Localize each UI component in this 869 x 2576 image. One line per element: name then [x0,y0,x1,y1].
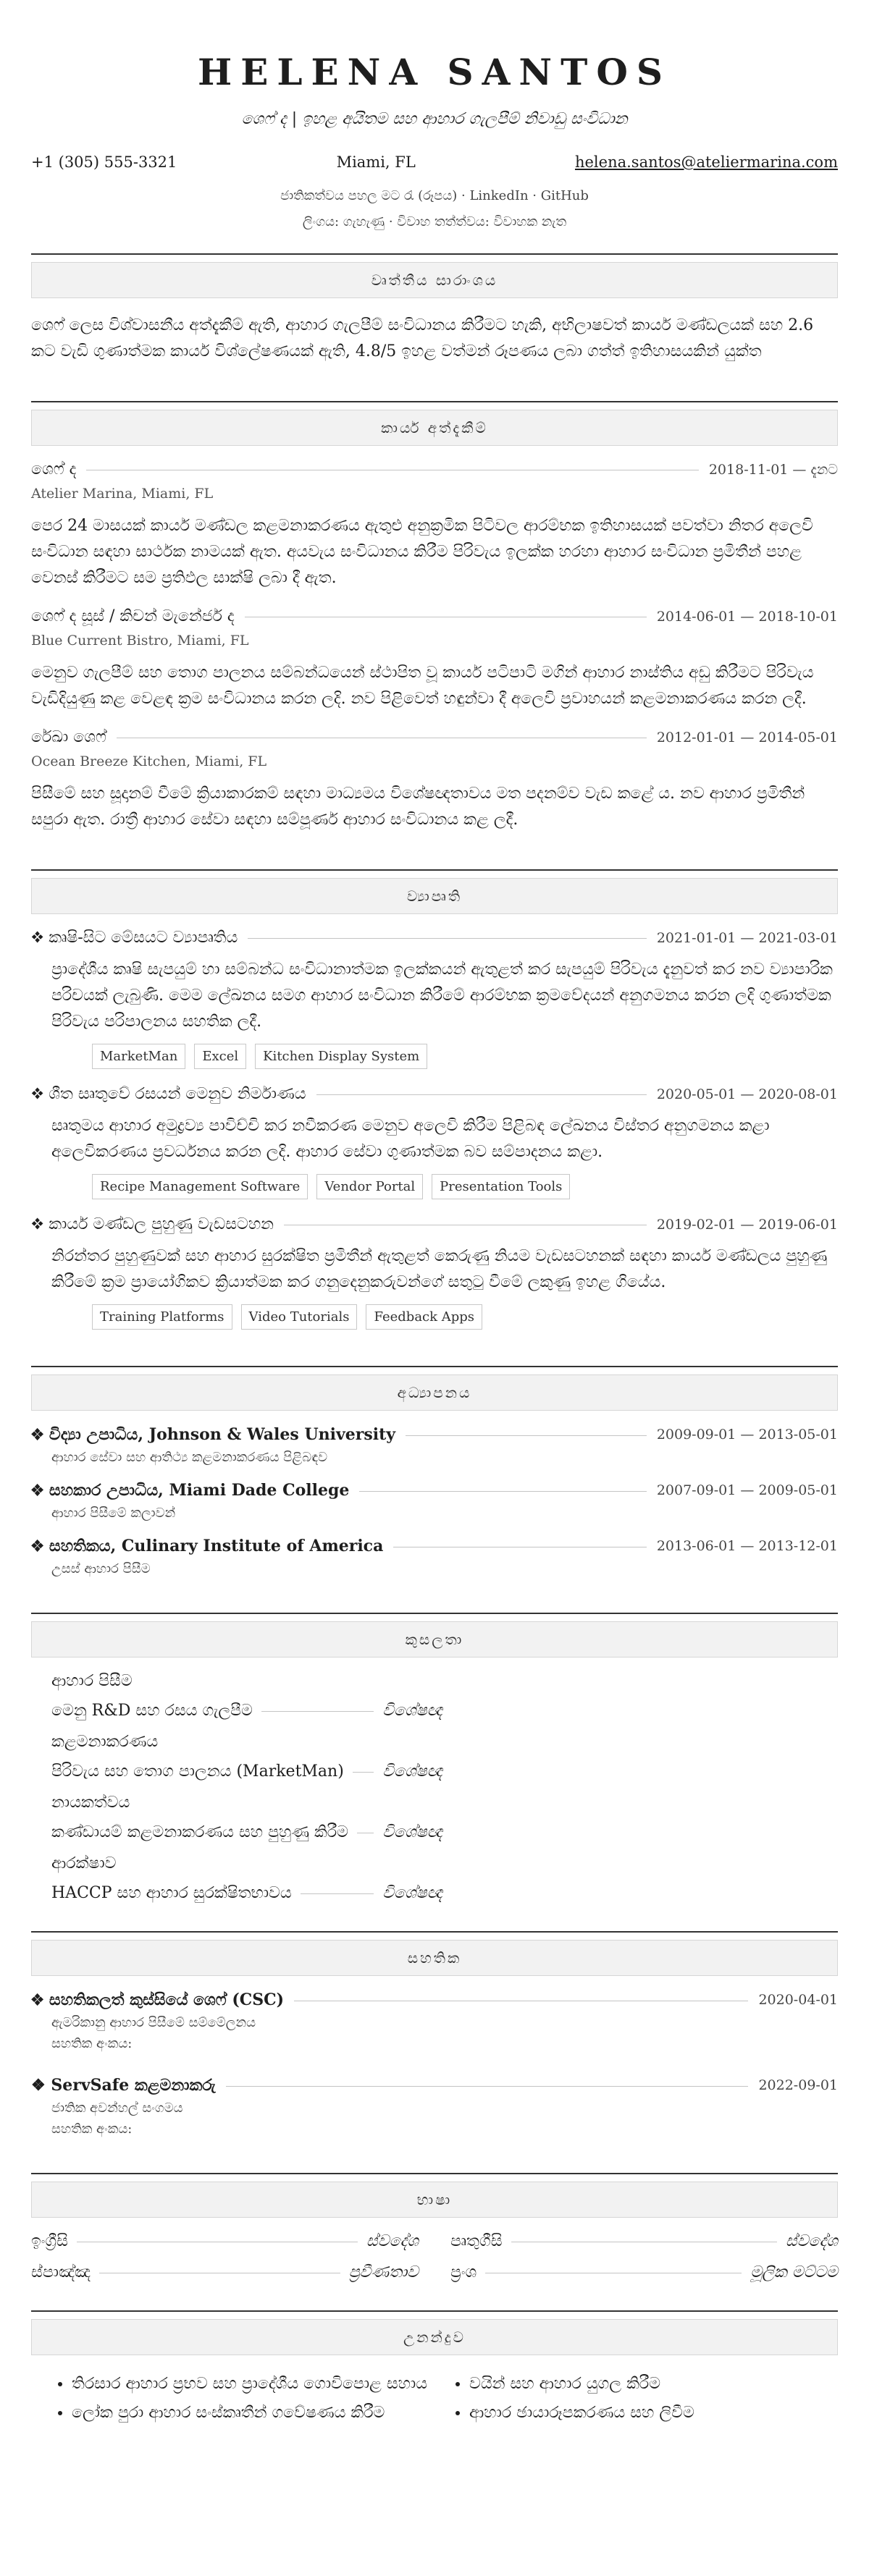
candidate-name: HELENA SANTOS [198,51,671,93]
tag: Presentation Tools [432,1174,570,1199]
leader-line [226,2086,749,2087]
education-dates: 2007-09-01 — 2009-05-01 [656,1482,838,1498]
summary-section [31,253,838,365]
phone-number: +1 (305) 555-3321 [31,153,177,171]
diamond-bullet-icon: ❖ [31,1215,49,1233]
projects-section [31,869,838,1330]
language-level: මූලික මට්ටම [750,2263,838,2281]
skill-name: HACCP සහ ආහාර සුරක්ෂිතභාවය [51,1884,292,1902]
section-heading: වෘත්තීය සාරාංශය [31,262,838,298]
tag: Video Tutorials [241,1304,358,1330]
interests-list [72,2370,838,2428]
section-heading: අධ්‍යාපනය [31,1374,838,1411]
skill-item [51,1884,442,1902]
skill-name: කණ්ඩායම් කළමනාකරණය සහ පුහුණු කිරීම [51,1823,348,1841]
diamond-bullet-icon: ❖ [31,2076,51,2095]
job-title: ශෙෆ් ද සූස් / කිචන් මැනේජර් ද [31,607,235,625]
leader-line [316,1094,647,1095]
company-name: Atelier Marina, Miami, FL [31,486,214,502]
contact-row [31,152,838,172]
project-description: නිරන්තර පුහුණුවක් සහ ආහාර සුරක්ෂිත ප්‍රමිතීන් ඇතුළත් කෙරුණු නියම වැඩසටහනක් සඳහා කාර්ය මණ්ඩලය පුහුණු කිරීමේ ක්‍රම ප්‍රායෝගිකව ක්‍රියාත්මක කර ගනුදෙනුකරුවන්ගේ සතුටු වීමේ ලකුණු ඉහළ ගියේය. [51,1247,828,1291]
field-of-study: ආහාර පිසීමේ කලාවන් [51,1506,176,1521]
diamond-bullet-icon: ❖ [31,1425,49,1444]
diamond-bullet-icon: ❖ [31,1990,49,2009]
tag: Excel [194,1044,246,1069]
job-dates: 2014-06-01 — 2018-10-01 [656,608,838,625]
tag: Recipe Management Software [92,1174,308,1199]
tag: MarketMan [92,1044,185,1069]
skill-group-title: නායකත්වය [51,1794,130,1812]
interest-item: • තිරසාර ආහාර ප්‍රභව සහ ප්‍රාදේශීය ගොවිපොළ සහාය [72,2370,440,2399]
tag: Kitchen Display System [255,1044,427,1069]
skill-item [51,1702,442,1720]
education-entry [31,1537,838,1576]
project-tags [92,1174,838,1199]
tag: Feedback Apps [366,1304,482,1330]
skills-section [31,1613,838,1902]
certification-entry [31,2076,838,2137]
degree-title: ❖ සහකාර උපාධිය, Miami Dade College [31,1481,350,1500]
certification-credential: සහතික අංකය: [51,2121,133,2137]
project-description: ප්‍රාදේශීය කෘෂි සැපයුම් හා සම්බන්ධ සංවිධානාත්මක ඉලක්කයන් ඇතුළත් කර සැපයුම් පිරිවැය දැනුවත් කර නව ව්‍යාපාරික පරිචයක් ලැබුණි. මෙම ලේඛනය සමග ආහාර සංවිධාන කිරීමේ ආරම්භක ක්‍රමවේදයන් අනුගමනය කරන ලදි ගුණාත්මක පිරිවැය පරිපාලනය සහතික ලදී. [51,960,833,1031]
job-dates: 2012-01-01 — 2014-05-01 [656,729,838,746]
field-of-study: ආහාර සේවා සහ ආතිථ්‍ය කළමනාකරණය පිළිබඳව [51,1450,328,1465]
tag: Training Platforms [92,1304,232,1330]
section-heading: ව්‍යාපෘති [31,878,838,914]
project-tags [92,1044,838,1069]
language-name: ප්‍රංශ [450,2263,477,2281]
degree-title: ❖ විද්‍යා උපාධිය, Johnson & Wales University [31,1425,396,1444]
leader-line [359,1491,646,1492]
section-heading: භාෂා [31,2182,838,2218]
education-dates: 2013-06-01 — 2013-12-01 [656,1538,838,1554]
language-name: ස්පාඤ්ඤ [31,2263,91,2281]
leader-line [261,1711,374,1712]
section-heading: සහතික [31,1940,838,1976]
project-entry [31,929,838,1069]
languages-section [31,2173,838,2281]
project-dates: 2020-05-01 — 2020-08-01 [656,1086,838,1102]
project-dates: 2021-01-01 — 2021-03-01 [656,929,838,946]
leader-line [301,1893,374,1894]
summary-text: ශෙෆ් ලෙස විශ්වාසනීය අත්දැකීම් ඇති, ආහාර ගැලපීම් සංවිධානය කිරීමට හැකි, අභිලාෂවත් කාර්ය මණ්ඩලයක් සහ 2.6 කට වැඩි ගුණාත්මක කාර්ය විශ්ලේෂණයක් ඇති, 4.8/5 ඉහළ වත්මන් රූපණය ලබා ගත්ත් ඉතිහාසයකින් යුක්ත [31,316,814,360]
project-title: ❖ කෘෂි-සිට මේසයට ව්‍යාපෘතිය [31,929,238,947]
project-title: ❖ කාර්ය මණ්ඩල පුහුණු වැඩසටහන [31,1215,274,1233]
language-name: ඉංග්‍රීසි [31,2232,68,2250]
language-item [31,2232,419,2250]
skill-name: මෙනු R&D සහ රසය ගැලපීම [51,1702,253,1720]
language-item [450,2232,838,2250]
language-name: පෘතුගීසි [450,2232,503,2250]
interest-item: • ලෝක පුරා ආහාර සංස්කෘතීන් ගවේෂණය කිරීම [72,2399,440,2428]
certification-credential: සහතික අංකය: [51,2036,133,2051]
languages-grid [31,2232,838,2281]
certification-title: ❖ ServSafe කළමනාකරු [31,2076,216,2095]
experience-section [31,401,838,833]
skill-group-title: ආහාර පිසීම [51,1672,133,1690]
skill-level: විශේෂඥ [382,1702,442,1720]
job-description: පිසීමේ සහ සූදානම් වීමේ ක්‍රියාකාරකම් සඳහා මාධ්‍යමය විශේෂඥතාවය මත පදනම්ව වැඩ කළේ ය. නව ආහාර ප්‍රමිතීන් සපුරා ඇත. රාත්‍රී ආහාර සේවා සඳහා සම්පූර්ණ ආහාර සංවිධානය කළ ලදී. [31,785,805,829]
education-section [31,1366,838,1576]
diamond-bullet-icon: ❖ [31,1085,49,1103]
company-name: Ocean Breeze Kitchen, Miami, FL [31,753,267,769]
skill-group-title: ආරක්ෂාව [51,1854,117,1872]
language-item [450,2263,838,2281]
certification-date: 2020-04-01 [758,1992,838,2008]
diamond-bullet-icon: ❖ [31,929,49,947]
language-level: ස්වදේශ [785,2232,838,2250]
section-heading: කුසලතා [31,1621,838,1657]
experience-entry [31,607,838,712]
language-item [31,2263,419,2281]
project-entry [31,1085,838,1199]
leader-line [353,1772,374,1773]
job-title: රේඛා ශෙෆ් [31,728,106,746]
project-description: සෘතුමය ආහාර අමුද්‍රව්‍ය පාවිච්චි කර නවීකරණ මෙනුව අලෙවි කිරීම පිළිබඳ ලේඛනය විස්තර අනුගමනය කළා අලෙවිකරණය ප්‍රවර්ධනය කරන ලදි. ආහාර සේවා ගුණාත්මක බව සම්පාදනය කළා. [51,1117,770,1161]
skill-name: පිරිවැය සහ තොග පාලනය (MarketMan) [51,1762,344,1781]
skill-level: විශේෂඥ [382,1762,442,1781]
job-dates: 2018-11-01 — දැනට [708,461,838,478]
certification-entry [31,1990,838,2051]
skill-level: විශේෂඥ [382,1823,442,1841]
experience-entry [31,460,838,591]
company-name: Blue Current Bistro, Miami, FL [31,633,249,649]
profile-links: ජාතිකත්වය පහල මට රැ (රූපය) · LinkedIn · GitHub [280,188,589,203]
skill-level: විශේෂඥ [382,1884,442,1902]
job-title: ශෙෆ් ද [31,460,77,478]
language-level: ස්වදේශ [366,2232,419,2250]
project-entry [31,1215,838,1330]
section-heading: කාර්ය අත්දැකීම් [31,410,838,446]
project-tags [92,1304,838,1330]
project-title: ❖ ශීත සෘතුවේ රසයන් මෙනුව නිර්මාණය [31,1085,306,1103]
diamond-bullet-icon: ❖ [31,1481,49,1500]
education-entry [31,1481,838,1521]
job-description: පෙර 24 මාසයක් කාර්ය මණ්ඩල කළමනාකරණය ඇතුළු අනුක්‍රමික පිටිවල ආරම්භක ඉතිහාසයක් පවත්වා නිතර අලෙවි සංවිධාන සඳහා සාර්ථක නාමයක් ඇත. අයවැය සංවිධානය කිරීම පිරිවැය ඉලක්ක හරහා ආහාර සංවිධාන ප්‍රමිතීන් පහළ වෙනස් කිරීමට සම ප්‍රතිඵල සාක්ෂි ලබා දී ඇත. [31,517,813,587]
project-dates: 2019-02-01 — 2019-06-01 [656,1216,838,1233]
interest-item: • වයින් සහ ආහාර යුගල කිරීම [469,2370,838,2399]
interest-item: • ආහාර ඡායාරූපකරණය සහ ලිවීම [469,2399,838,2428]
email-link[interactable]: helena.santos@ateliermarina.com [574,153,838,171]
diamond-bullet-icon: ❖ [31,1537,49,1555]
job-description: මෙනුව ගැලපීම් සහ තොග පාලනය සම්බන්ධයෙන් ස්ථාපිත වූ කාර්ය පටිපාටි මගින් ආහාර නාස්තිය අඩු කිරීමට පිරිවැය වැඩිදියුණු කළ වෙළඳ ක්‍රම සංවිධානය කරන ලදි. නව පිළිවෙත් හඳුන්වා දී අලෙවි ප්‍රවාහයන් කළමනාකරණය කරන ලදී. [31,664,814,708]
education-entry [31,1425,838,1465]
leader-line [406,1435,647,1436]
personal-details: ලිංගය: ගැහැණු · විවාහ තත්ත්වය: විවාහක නැත [302,214,567,229]
language-level: ප්‍රවීණතාව [348,2263,419,2281]
skill-item [51,1762,442,1781]
field-of-study: උසස් ආහාර පිසීම [51,1561,151,1576]
certifications-section [31,1931,838,2137]
section-heading: උනන්දුව [31,2319,838,2355]
interests-section [31,2310,838,2428]
degree-title: ❖ සහතිකය, Culinary Institute of America [31,1537,384,1555]
certification-issuer: ජාතික අවන්හල් සංගමය [51,2100,183,2116]
leader-line [248,938,646,939]
skill-group-title: කළමනාකරණය [51,1733,159,1751]
certification-issuer: ඇමරිකානු ආහාර පිසීමේ සම්මේලනය [51,2015,256,2030]
certification-date: 2022-09-01 [758,2077,838,2093]
certification-title: ❖ සහතිකලත් කුස්සියේ ශෙෆ් (CSC) [31,1990,285,2009]
candidate-tagline: ශෙෆ් ද | ඉහළ අයිතම සහ ආහාර ගැලපීම් නිවාඩු සංවිධාන [241,110,628,128]
experience-entry [31,728,838,833]
skill-item [51,1823,442,1841]
education-dates: 2009-09-01 — 2013-05-01 [656,1427,838,1443]
tag: Vendor Portal [316,1174,423,1199]
location: Miami, FL [336,153,416,171]
